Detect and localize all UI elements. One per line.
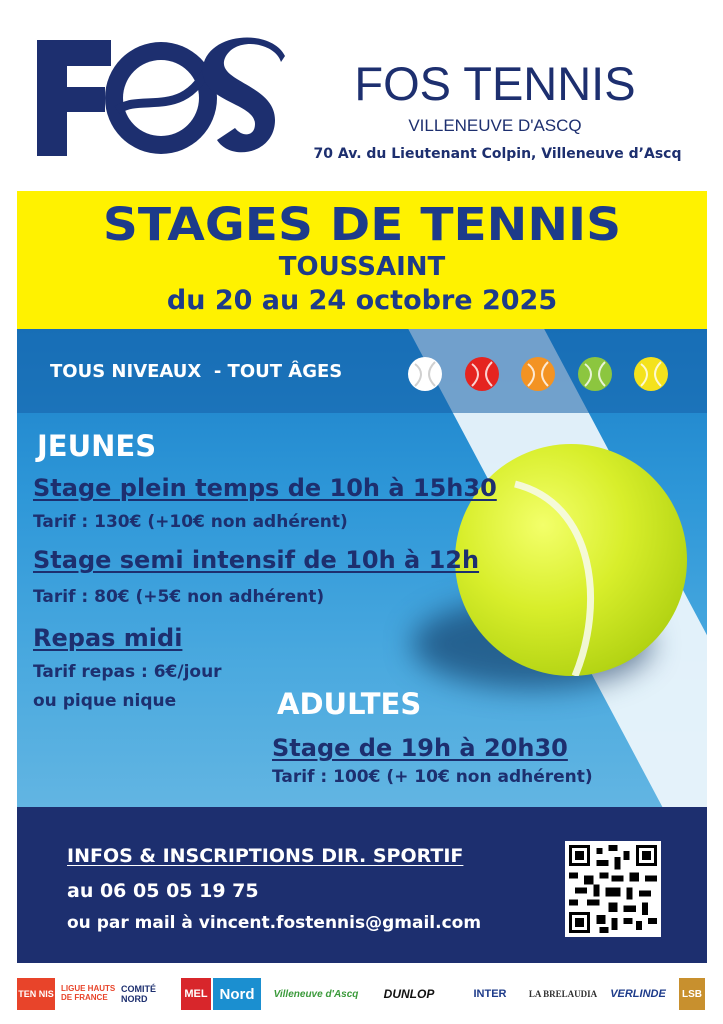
adultes-title: ADULTES <box>277 687 422 721</box>
banner-title: STAGES DE TENNIS <box>102 198 622 251</box>
title-banner <box>17 191 707 329</box>
ligue-hdf-logo: LIGUE HAUTS DE FRANCE <box>61 984 116 1002</box>
jeunes-tarif-full: Tarif : 130€ (+10€ non adhérent) <box>33 512 348 532</box>
brelaudia-logo: LA BRELAUDIA <box>528 989 598 999</box>
levels-text: TOUS NIVEAUX - TOUT ÂGES <box>50 361 343 382</box>
repas-title: Repas midi <box>33 624 183 652</box>
intersport-logo: INTER <box>473 987 507 1000</box>
banner-dates: du 20 au 24 octobre 2025 <box>166 285 558 316</box>
red-ball-icon <box>464 356 500 392</box>
dunlop-logo: DUNLOP <box>383 987 435 1001</box>
mel-logo: MEL <box>181 978 211 1010</box>
repas-tarif: Tarif repas : 6€/jour <box>33 662 222 682</box>
club-name: FOS TENNIS <box>354 57 636 110</box>
banner-subtitle: TOUSSAINT <box>278 252 446 282</box>
verlinde-logo: VERLINDE <box>610 988 666 1000</box>
jeunes-tarif-semi: Tarif : 80€ (+5€ non adhérent) <box>33 587 325 607</box>
repas-pique-nique: ou pique nique <box>33 691 177 711</box>
info-phone: au 06 05 05 19 75 <box>67 880 259 902</box>
court-panel <box>17 329 707 807</box>
comite-nord-logo: COMITÉ NORD <box>121 984 156 1004</box>
sponsors-strip <box>17 972 707 1016</box>
fos-logo <box>35 32 285 162</box>
club-city: VILLENEUVE D'ASCQ <box>408 116 582 135</box>
adultes-stage: Stage de 19h à 20h30 <box>272 734 568 762</box>
qr-code-icon <box>569 845 657 933</box>
info-band <box>17 807 707 963</box>
tennis-fff-logo: TEN NIS <box>17 978 55 1010</box>
jeunes-stage-full: Stage plein temps de 10h à 15h30 <box>33 474 497 502</box>
villeneuve-ascq-logo: Villeneuve d'Ascq <box>273 988 359 1000</box>
info-title: INFOS & INSCRIPTIONS DIR. SPORTIF <box>67 845 464 867</box>
nord-logo: Nord <box>213 978 261 1010</box>
lsb-logo: LSB <box>679 978 705 1010</box>
levels-bar <box>17 329 707 413</box>
adultes-tarif: Tarif : 100€ (+ 10€ non adhérent) <box>272 767 593 787</box>
club-address: 70 Av. du Lieutenant Colpin, Villeneuve d’Ascq <box>313 146 682 162</box>
info-mail[interactable]: ou par mail à vincent.fostennis@gmail.com <box>67 913 482 933</box>
jeunes-title: JEUNES <box>37 429 157 463</box>
orange-ball-icon <box>520 356 556 392</box>
green-ball-icon <box>577 356 613 392</box>
white-ball-icon <box>407 356 443 392</box>
fos-logo-graphic <box>35 32 285 162</box>
yellow-ball-icon <box>633 356 669 392</box>
qr-code[interactable] <box>565 841 661 937</box>
jeunes-stage-semi: Stage semi intensif de 10h à 12h <box>33 546 480 574</box>
